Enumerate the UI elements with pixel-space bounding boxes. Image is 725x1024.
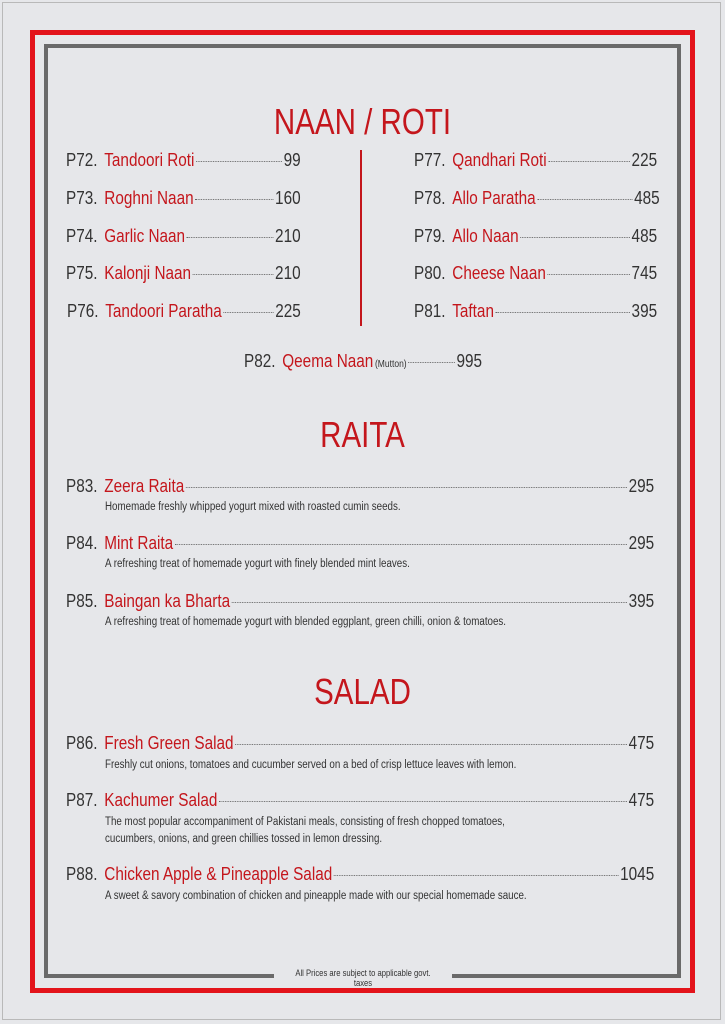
item-code: P84. [66,533,98,553]
item-code: P78. [414,188,446,208]
menu-item-p77 [414,150,657,172]
item-price: 210 [275,226,301,246]
menu-item-p76 [67,301,301,323]
item-name: Fresh Green Salad [104,733,234,753]
item-note: (Mutton) [374,359,407,370]
item-price: 995 [456,351,482,371]
section-title-raita: RAITA [320,414,405,455]
item-code: P72. [66,150,98,170]
item-price: 475 [628,733,655,753]
leader-dots [548,273,630,275]
item-description: Homemade freshly whipped yogurt mixed with roasted cumin seeds. [105,501,401,513]
leader-dots [548,160,629,162]
item-price: 395 [631,301,658,321]
leader-dots [196,160,282,162]
leader-dots [195,198,273,200]
leader-dots [520,236,630,238]
leader-dots [193,273,274,275]
menu-item-p79 [414,226,657,248]
item-price: 210 [275,263,301,283]
column-divider [360,150,362,326]
menu-item-p80 [414,263,657,285]
footer-tax-note: All Prices are subject to applicable govt. taxes [295,968,431,988]
item-price: 160 [275,188,301,208]
item-description: Freshly cut onions, tomatoes and cucumber served on a bed of crisp lettuce leaves with lemon. [105,759,517,771]
menu-item-p85 [66,591,654,613]
item-name: Tandoori Paratha [105,301,222,321]
item-code: P76. [67,301,99,321]
item-code: P87. [66,790,98,810]
item-name: Allo Paratha [452,188,536,208]
item-code: P80. [414,263,446,283]
leader-dots [235,743,627,745]
item-name: Qeema Naan [282,351,374,371]
footer-line-right [452,974,681,978]
item-description: A refreshing treat of homemade yogurt with finely blended mint leaves. [105,558,410,570]
item-code: P83. [66,476,98,496]
menu-item-p84 [66,533,654,555]
leader-dots [496,311,630,313]
leader-dots [175,543,627,545]
item-name: Mint Raita [104,533,174,553]
menu-item-p81 [414,301,657,323]
leader-dots [224,311,274,313]
item-code: P79. [414,226,446,246]
item-price: 485 [631,226,658,246]
menu-item-p82 [244,351,482,373]
menu-item-p75 [66,263,301,285]
item-price: 1045 [620,864,655,884]
section-title-naan-roti: NAAN / ROTI [273,101,452,142]
item-code: P74. [66,226,98,246]
item-name: Roghni Naan [104,188,194,208]
item-price: 295 [628,476,655,496]
section-title-salad: SALAD [314,671,411,712]
item-description: A refreshing treat of homemade yogurt with blended eggplant, green chilli, onion & tomatoes. [105,616,507,628]
item-name: Kalonji Naan [104,263,192,283]
item-price: 395 [628,591,655,611]
item-name: Cheese Naan [452,263,546,283]
item-code: P77. [414,150,446,170]
item-description: The most popular accompaniment of Pakistani meals, consisting of fresh chopped tomatoes, [105,816,505,828]
menu-item-p87 [66,790,654,812]
item-price: 225 [631,150,658,170]
leader-dots [219,800,627,802]
item-code: P81. [414,301,446,321]
leader-dots [187,236,274,238]
menu-item-p86 [66,733,654,755]
menu-item-p88 [66,864,654,886]
leader-dots [537,198,632,200]
item-name: Garlic Naan [104,226,186,246]
item-name: Baingan ka Bharta [104,591,231,611]
menu-item-p74 [66,226,301,248]
leader-dots [186,486,627,488]
item-description: cucumbers, onions, and green chillies tossed in lemon dressing. [105,833,383,845]
item-name: Qandhari Roti [452,150,547,170]
menu-item-p73 [66,188,301,210]
item-code: P75. [66,263,98,283]
item-price: 745 [631,263,658,283]
footer-line-left [44,974,274,978]
item-price: 485 [634,188,660,208]
item-price: 99 [283,150,301,170]
item-code: P82. [244,351,276,371]
item-code: P88. [66,864,98,884]
item-price: 225 [275,301,301,321]
item-name: Chicken Apple & Pineapple Salad [104,864,333,884]
menu-item-p83 [66,476,654,498]
item-code: P73. [66,188,98,208]
item-price: 295 [628,533,655,553]
item-name: Tandoori Roti [104,150,195,170]
item-name: Taftan [452,301,494,321]
leader-dots [334,874,619,876]
item-name: Allo Naan [452,226,519,246]
item-price: 475 [628,790,655,810]
item-description: A sweet & savory combination of chicken and pineapple made with our special homemade sauce. [105,890,527,902]
item-code: P86. [66,733,98,753]
item-name: Zeera Raita [104,476,185,496]
menu-item-p78 [414,188,660,210]
leader-dots [232,601,627,603]
menu-item-p72 [66,150,301,172]
item-name: Kachumer Salad [104,790,218,810]
item-code: P85. [66,591,98,611]
leader-dots [408,361,454,363]
